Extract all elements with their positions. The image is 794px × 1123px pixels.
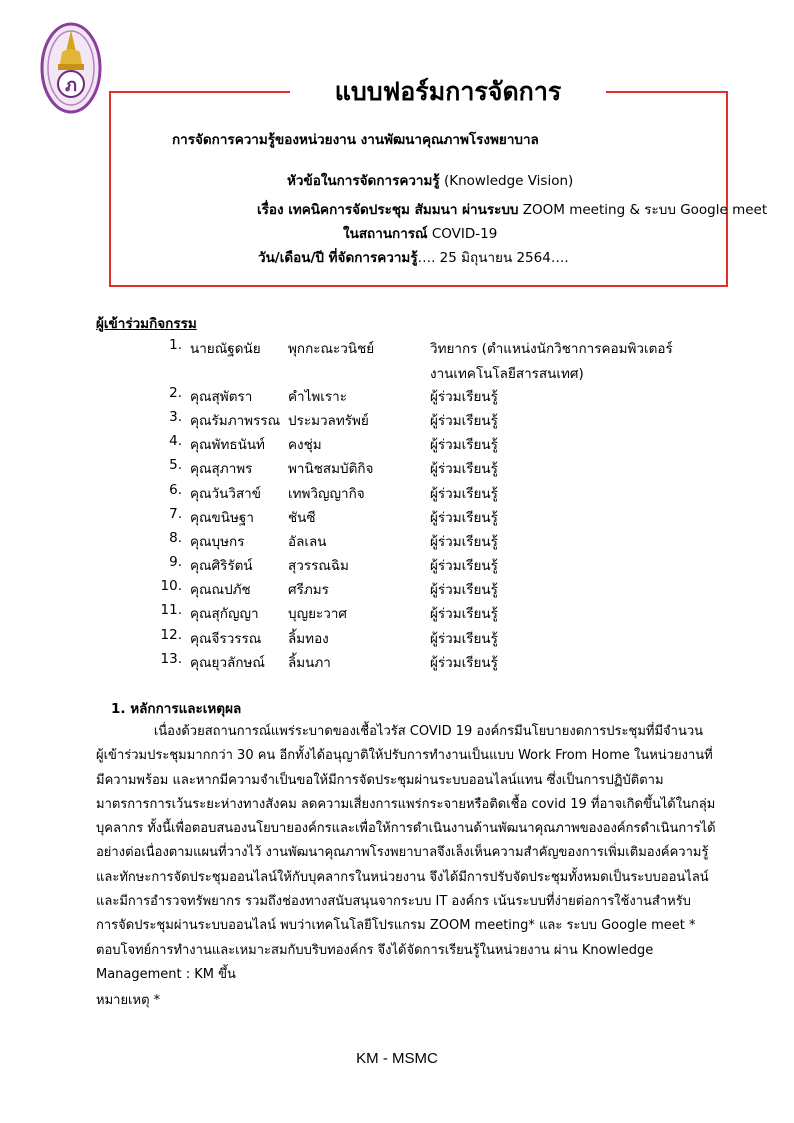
participant-row: 7. คุณขนิษฐา ชันซี ผู้ร่วมเรียนรู้ <box>169 506 498 526</box>
paragraph-line: เนื่องด้วยสถานการณ์แพร่ระบาดของเชื้อไวรัส COVID 19 องค์กรมีนโยบายงดการประชุมที่มีจำนวน <box>96 724 704 739</box>
paragraph-line: Management : KM ขึ้น <box>96 966 236 982</box>
participant-row: 12. คุณจีรวรรณ ลิ้มทอง ผู้ร่วมเรียนรู้ <box>160 627 498 647</box>
paragraph-line: บุคลากร ทั้งนี้เพื่อตอบสนองนโยบายองค์กรและเพื่อให้การดำเนินงานด้านพัฒนาคุณภาพขององค์กรดำเนินการได้ <box>96 821 716 837</box>
rationale-paragraph <box>96 720 726 987</box>
participant-row: 9. คุณศิริรัตน์ สุวรรณฉิม ผู้ร่วมเรียนรู้ <box>169 554 498 574</box>
unit-line: การจัดการความรู้ของหน่วยงาน งานพัฒนาคุณภาพโรงพยาบาล <box>172 132 539 148</box>
participant-row: 2. คุณสุพัตรา คำไพเราะ ผู้ร่วมเรียนรู้ <box>169 385 498 405</box>
participants-title: ผู้เข้าร่วมกิจกรรม <box>96 316 197 332</box>
page-footer: KM - MSMC <box>356 1050 438 1067</box>
participant-row: 5. คุณสุภาพร พานิชสมบัติกิจ ผู้ร่วมเรียนรู้ <box>169 457 498 477</box>
participant-row: 10. คุณณปภัช ศรีภมร ผู้ร่วมเรียนรู้ <box>160 578 498 598</box>
date-line: วัน/เดือน/ปี ที่จัดการความรู้…. 25 มิถุนายน 2564…. <box>258 250 569 266</box>
participant-row: 13. คุณยุวลักษณ์ ลิ้มนภา ผู้ร่วมเรียนรู้ <box>160 651 498 671</box>
paragraph-line: มาตรการการเว้นระยะห่างทางสังคม ลดความเสี่ยงการแพร่กระจายหรือติดเชื้อ covid 19 ที่อาจเกิดขึ้นได้ในกลุ่ม <box>96 796 716 812</box>
paragraph-line: การจัดประชุมผ่านระบบออนไลน์ พบว่าเทคโนโลยีโปรแกรม ZOOM meeting* และ ระบบ Google meet * <box>96 918 696 934</box>
situation-line: ในสถานการณ์ COVID-19 <box>343 226 498 242</box>
svg-text:ภ: ภ <box>65 75 77 96</box>
paragraph-line: ตอบโจทย์การทำงานและเหมาะสมกับบริบทองค์กร จึงได้จัดการเรียนรู้ในหน่วยงาน ผ่าน Knowledge <box>96 942 654 958</box>
paragraph-line: และมีการอำรวจทรัพยากร รวมถึงช่องทางสนับสนุนจากระบบ IT องค์กร เน้นระบบที่ง่ายต่อการใช้งานสำหรับ <box>96 894 691 910</box>
participant-row: 4. คุณพัทธนันท์ คงชุ่ม ผู้ร่วมเรียนรู้ <box>169 433 498 453</box>
hospital-logo <box>40 22 102 114</box>
hospital-seal-icon <box>40 22 102 114</box>
participant-role-continued: งานเทคโนโลยีสารสนเทศ) <box>430 366 584 382</box>
section-heading: 1. หลักการและเหตุผล <box>111 701 242 717</box>
paragraph-line: และทักษะการจัดประชุมออนไลน์ให้กับบุคลากรในหน่วยงาน จึงได้มีการปรับจัดประชุมทั้งหมดเป็นระบบออนไลน์ <box>96 869 709 885</box>
participant-row: 11. คุณสุกัญญา บุญยะวาศ ผู้ร่วมเรียนรู้ <box>160 602 498 622</box>
topic-line: หัวข้อในการจัดการความรู้ (Knowledge Vision) <box>287 173 574 189</box>
paragraph-line: ผู้เข้าร่วมประชุมมากกว่า 30 คน อีกทั้งได้อนุญาติให้ปรับการทำงานเป็นแบบ Work From Home ในหน่วยงานที่ <box>96 748 713 764</box>
paragraph-line: อย่างต่อเนื่องตามแผนที่วางไว้ งานพัฒนาคุณภาพโรงพยาบาลจึงเล็งเห็นความสำคัญของการเพิ่มเติมองค์ความรู้ <box>96 845 709 861</box>
participant-row: 1. นายณัฐดนัย พุกกะณะวนิชย์ วิทยากร (ตำแหน่งนักวิชาการคอมพิวเตอร์ <box>169 337 673 357</box>
participant-row: 3. คุณรัมภาพรรณ ประมวลทรัพย์ ผู้ร่วมเรียนรู้ <box>169 409 498 429</box>
participant-row: 6. คุณวันวิสาข์ เทพวิญญากิจ ผู้ร่วมเรียนรู้ <box>169 482 498 502</box>
form-title: แบบฟอร์มการจัดการ <box>290 74 606 110</box>
paragraph-line: มีความพร้อม และหากมีความจำเป็นขอให้มีการจัดประชุมผ่านระบบออนไลน์แทน ซึ่งเป็นการปฏิบัติตาม <box>96 772 664 788</box>
subject-line: เรื่อง เทคนิคการจัดประชุม สัมมนา ผ่านระบบ ZOOM meeting & ระบบ Google meet <box>257 202 768 218</box>
note-label: หมายเหตุ * <box>96 993 161 1008</box>
participant-row: 8. คุณบุษกร อัลเลน ผู้ร่วมเรียนรู้ <box>169 530 498 550</box>
